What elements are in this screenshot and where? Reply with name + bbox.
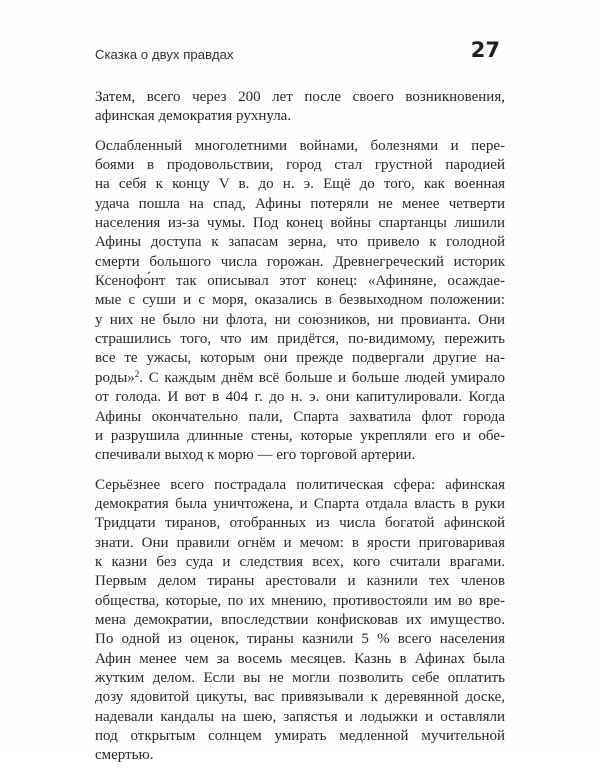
text-line: все те ужасы, которым они прежде подвергали другие на- [95,350,505,367]
text-line: Первым делом тираны арестовали и казнили тех членов [95,573,505,590]
body-text [95,88,505,776]
text-line: Тридцати тиранов, отобранных из числа богатой афинской [95,515,505,532]
text-line: афинская демократия рухнула. [95,108,292,125]
text-line: общества, которые, по их мнению, противостояли им во вре- [95,592,505,609]
text-line: смерти большого числа горожан. Древнегреческий историк [95,253,505,270]
running-header: Сказка о двух правдах [95,47,234,62]
text-line: Затем, всего через 200 лет после своего возникновения, [95,89,505,105]
text-line: Серьёзнее всего пострадала политическая сфера: афинская [95,476,505,493]
text-line: мые с суши и с моря, оказались в безвыходном положении: [95,292,505,309]
text-line: жутким делом. Если вы не могли позволить себе оплатить [95,669,505,686]
text-line: страшились того, что им придётся, по-видимому, пережить [95,331,505,348]
text-line: и разрушила длинные стены, которые укрепляли его и обе- [95,427,505,444]
text-line: Афины доступа к запасам зерна, что привело к голодной [95,234,505,251]
paragraph [95,88,505,127]
text-line: знати. Они правили огнём и мечом: в ярости приговаривая [95,534,505,551]
text-line: Ослабленный многолетними войнами, болезнями и пере- [95,137,505,154]
text-line: боями в продовольствии, город стал грустной пародией [95,157,505,174]
text-line: дозу ядовитой цикуты, вас привязывали к деревянной доске, [95,689,505,706]
text-line: под открытым солнцем умирать медленной мучительной [95,728,505,744]
text-line: Ксенофо́нт так описывал этот конец: «Афиняне, осаждае- [95,273,505,290]
text-line: надевали кандалы на шею, запястья и лодыжки и оставляли [95,708,505,725]
text-line: удача пошла на спад, Афины потеряли не менее четверти [95,195,505,212]
text-fragment: . С каждым днём всё больше и больше людей умирало [139,369,505,386]
text-line: мена демократии, впоследствии конфисковав их имущество. [95,611,505,628]
text-line: от голода. И вот в 404 г. до н. э. они капитулировали. Когда [95,389,505,406]
text-line: у них не было ни флота, ни союзников, ни провианта. Они [95,311,505,328]
text-line: к казни без суда и следствия всех, кого считали врагами. [95,553,505,570]
text-line: на себя к концу V в. до н. э. Ещё до того, как военная [95,176,505,193]
footnote-marker[interactable]: 2 [134,368,140,379]
text-line: смертью. [95,747,154,764]
paragraph [95,137,505,466]
paragraph [95,476,505,766]
text-line: Афин менее чем за восемь месяцев. Казнь в Афинах была [95,650,505,667]
text-line: Афины окончательно пали, Спарта захватила флот города [95,408,505,425]
text-line: демократия была уничтожена, и Спарта отдала власть в руки [95,495,505,512]
text-line-with-footnote [95,369,505,388]
text-fragment: роды» [95,369,135,386]
text-line: населения из-за чумы. Под конец войны спартанцы лишили [95,215,505,232]
page-number: 27 [470,38,500,62]
text-line: По одной из оценок, тираны казнили 5 % всего населения [95,631,505,648]
text-line: спечивали выход к морю — его торговой артерии. [95,447,416,464]
